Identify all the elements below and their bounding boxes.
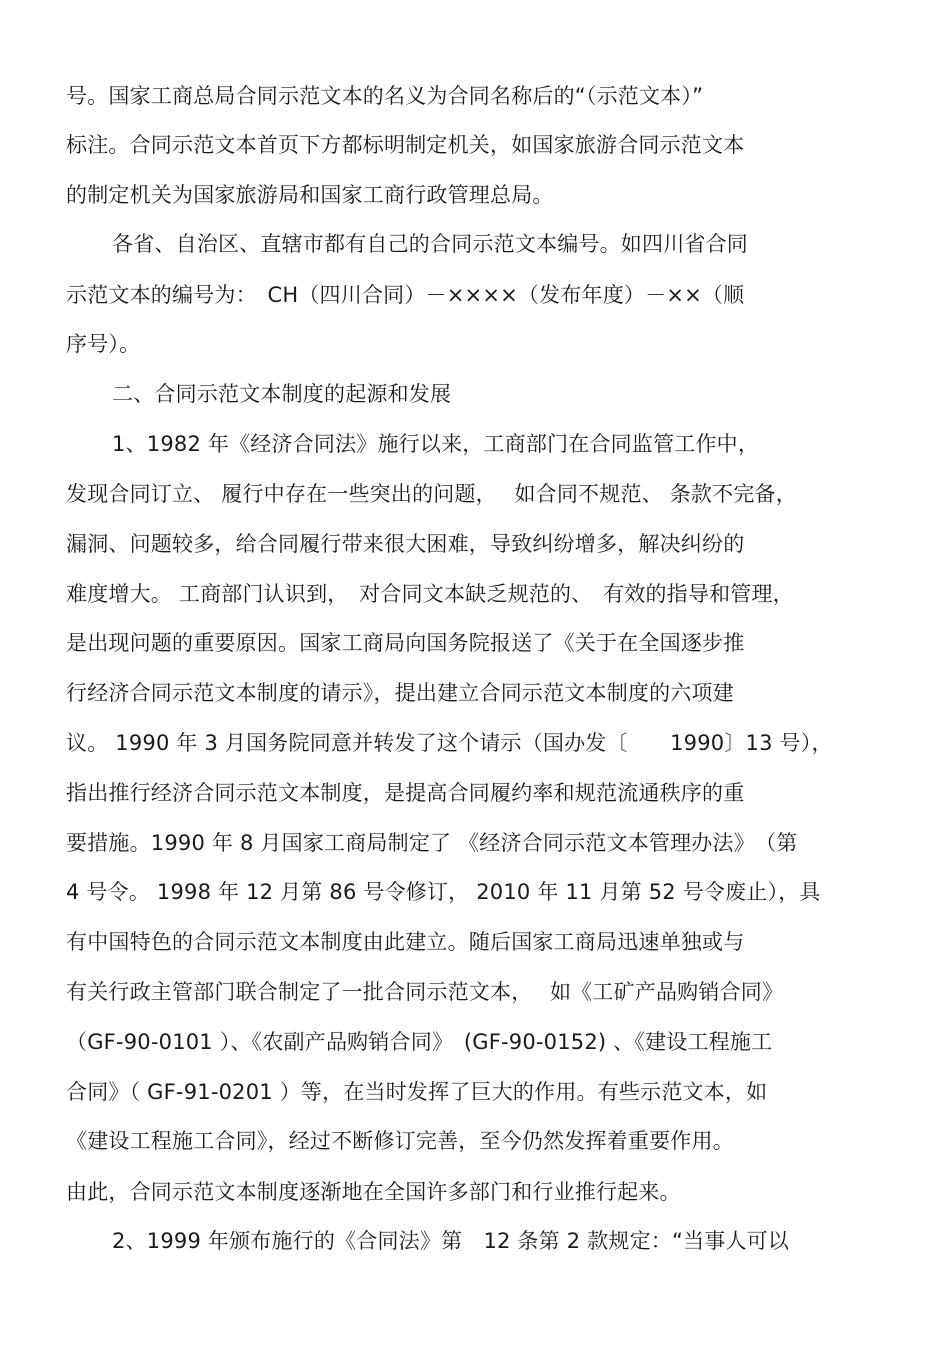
- paragraph-line: 有关行政主管部门联合制定了一批合同示范文本， 如《工矿产品购销合同》: [66, 980, 784, 1004]
- paragraph-line: 的制定机关为国家旅游局和国家工商行政管理总局。: [66, 183, 554, 207]
- paragraph-line: 各省、自治区、直辖市都有自己的合同示范文本编号。如四川省合同: [112, 232, 748, 256]
- paragraph-line: 合同》（ GF-91-0201 ）等，在当时发挥了巨大的作用。有些示范文本，如: [66, 1080, 768, 1104]
- section-heading: 二、合同示范文本制度的起源和发展: [112, 382, 452, 406]
- paragraph-line: 指出推行经济合同示范文本制度，是提高合同履约率和规范流通秩序的重: [66, 781, 745, 805]
- paragraph-line: 难度增大。 工商部门认识到， 对合同文本缺乏规范的、 有效的指导和管理，: [66, 582, 794, 606]
- paragraph-line: 是出现问题的重要原因。国家工商局向国务院报送了《关于在全国逐步推: [66, 631, 745, 655]
- paragraph-line: 2、1999 年颁布施行的《合同法》第 12 条第 2 款规定：“当事人可以: [112, 1229, 790, 1253]
- paragraph-line: 4 号令。 1998 年 12 月第 86 号令修订， 2010 年 11 月第 52 号令废止），具: [66, 880, 821, 904]
- paragraph-line: 议。 1990 年 3 月国务院同意并转发了这个请示（国办发〔 1990〕13 号），: [66, 731, 833, 755]
- paragraph-line: 由此，合同示范文本制度逐渐地在全国许多部门和行业推行起来。: [66, 1180, 681, 1204]
- paragraph-line: 漏洞、问题较多，给合同履行带来很大困难，导致纠纷增多，解决纠纷的: [66, 532, 745, 556]
- paragraph-line: 序号）。: [66, 332, 141, 356]
- paragraph-line: 1、1982 年《经济合同法》施行以来，工商部门在合同监管工作中，: [112, 432, 760, 456]
- paragraph-line: 号。国家工商总局合同示范文本的名义为合同名称后的“（示范文本）”: [66, 84, 704, 108]
- paragraph-line: （GF-90-0101 ）、《农副产品购销合同》 (GF-90-0152) 、《建设工程施工: [66, 1030, 773, 1054]
- paragraph-line: 行经济合同示范文本制度的请示》，提出建立合同示范文本制度的六项建: [66, 681, 734, 705]
- paragraph-line: 示范文本的编号为： CH（四川合同）－××××（发布年度）－××（顺: [66, 283, 745, 307]
- paragraph-line: 发现合同订立、 履行中存在一些突出的问题， 如合同不规范、 条款不完备，: [66, 482, 797, 506]
- paragraph-line: 有中国特色的合同示范文本制度由此建立。随后国家工商局迅速单独或与: [66, 930, 745, 954]
- paragraph-line: 要措施。1990 年 8 月国家工商局制定了 《经济合同示范文本管理办法》 （第: [66, 831, 798, 855]
- paragraph-line: 标注。合同示范文本首页下方都标明制定机关，如国家旅游合同示范文本: [66, 133, 745, 157]
- paragraph-line: 《建设工程施工合同》，经过不断修订完善，至今仍然发挥着重要作用。: [66, 1129, 734, 1153]
